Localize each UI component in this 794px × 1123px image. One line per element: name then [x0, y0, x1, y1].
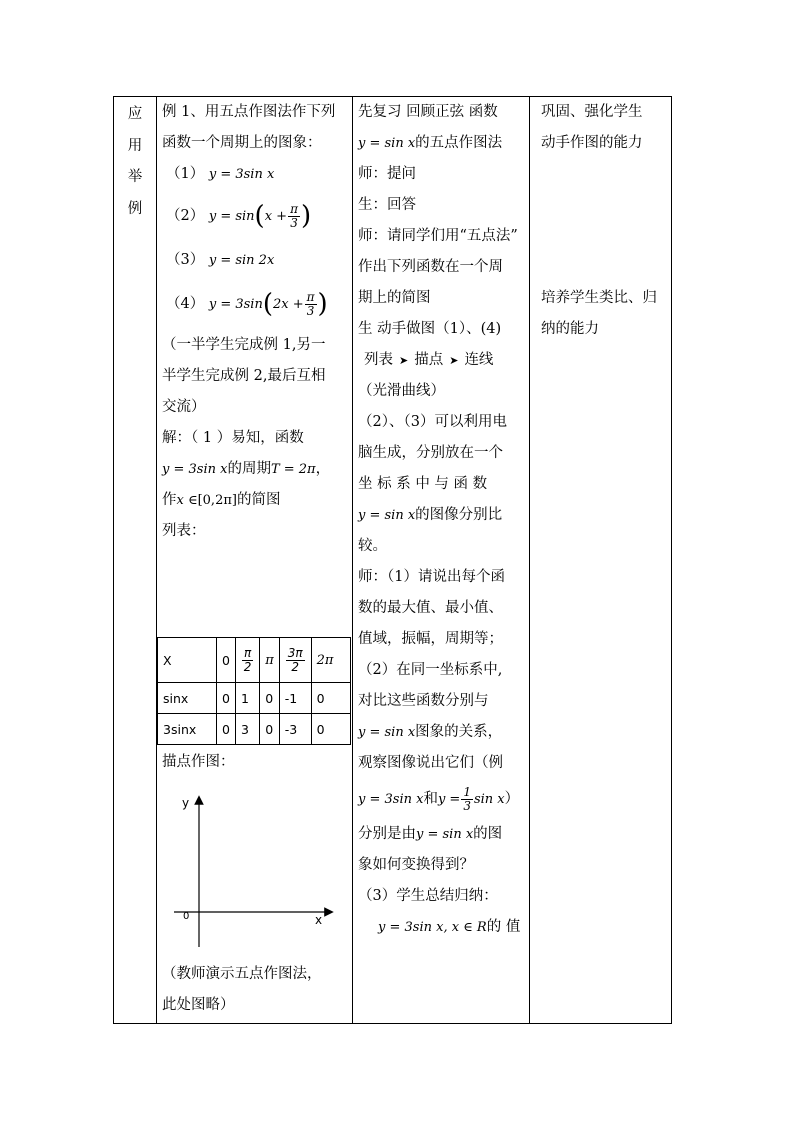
example-item-1: （1） y = 3sin x — [166, 166, 275, 182]
activity-content: 先复习 回顾正弦 函数 y = sin x的五点作图法 师：提问 生：回答 师：请同学们用“五点法” 作出下列函数在一个周 期上的简图 生 动手做图（1）、(4) 列表 ➤ 描点 ➤ 连线 （光滑曲线） （2）、（3）可以利用电 脑生成，分别放在一个 坐 标 系 中 与 函 数 y = sin x的图像分别比 较。 师：（1）请说出每个函 数的最大值、最小值、 值域，振幅，周期等； （2）在同一坐标系中, 对比这些函数分别与 y = sin x图象的关系， 观察图像说出它们（例 y = 3sin x和y = $\frac{1}{3}$ sin x） 分别是由y = sin x的图 象如何变换得到？ （3）学生总结归纳： y = 3sin x, x ∈ R的 值 — [358, 97, 530, 943]
axes-plot — [169, 792, 339, 952]
lesson-plan-table — [113, 96, 672, 1024]
table-row: X 0 $\frac{\pi}{2}$ π $\frac{3\pi}{2}$ 2π — [158, 638, 351, 683]
plot-section: 描点作图： — [162, 754, 235, 770]
table-row: sinx 0 1 0 -1 0 — [158, 683, 351, 714]
value-table — [157, 637, 351, 745]
example-item-2: （2） y = sin(x + $\frac{\pi}{3}$ ) — [166, 201, 312, 231]
example-item-4: （4） y = 3sin(2x + $\frac{\pi}{3}$ ) — [166, 289, 328, 319]
objectives-content: 巩固、强化学生 动手作图的能力 培养学生类比、归 纳的能力 — [541, 104, 657, 337]
origin-label: 0 — [183, 911, 190, 922]
example-content: 例 1、用五点作图法作下列 函数一个周期上的图象： （1） y = 3sin x （2） y = sin(x + $\frac{\pi}{3}$ ) （3） y = sin 2x （4） y = 3sin(2x + $\frac{\pi}{3}$ ) （一半学生完成例 1,另一 半学生完成例 2,最后互相 交流） 解：（ 1 ）易知，函数 y = 3sin x的周期T = 2π， 作x ∈[0,2π]的简图 列表： — [162, 97, 352, 547]
example-item-3: （3） y = sin 2x — [166, 252, 275, 268]
table-row: 3sinx 0 3 0 -3 0 — [158, 714, 351, 745]
column-divider — [156, 97, 157, 1023]
section-label: 应 用 举 例 — [127, 106, 143, 217]
process-flow: 列表 ➤ 描点 ➤ 连线 — [364, 352, 494, 368]
x-axis-label: x — [315, 913, 323, 927]
y-axis-label: y — [182, 796, 190, 810]
column-divider — [352, 97, 353, 1023]
teacher-note: （教师演示五点作图法， 此处图略） — [162, 966, 322, 1013]
